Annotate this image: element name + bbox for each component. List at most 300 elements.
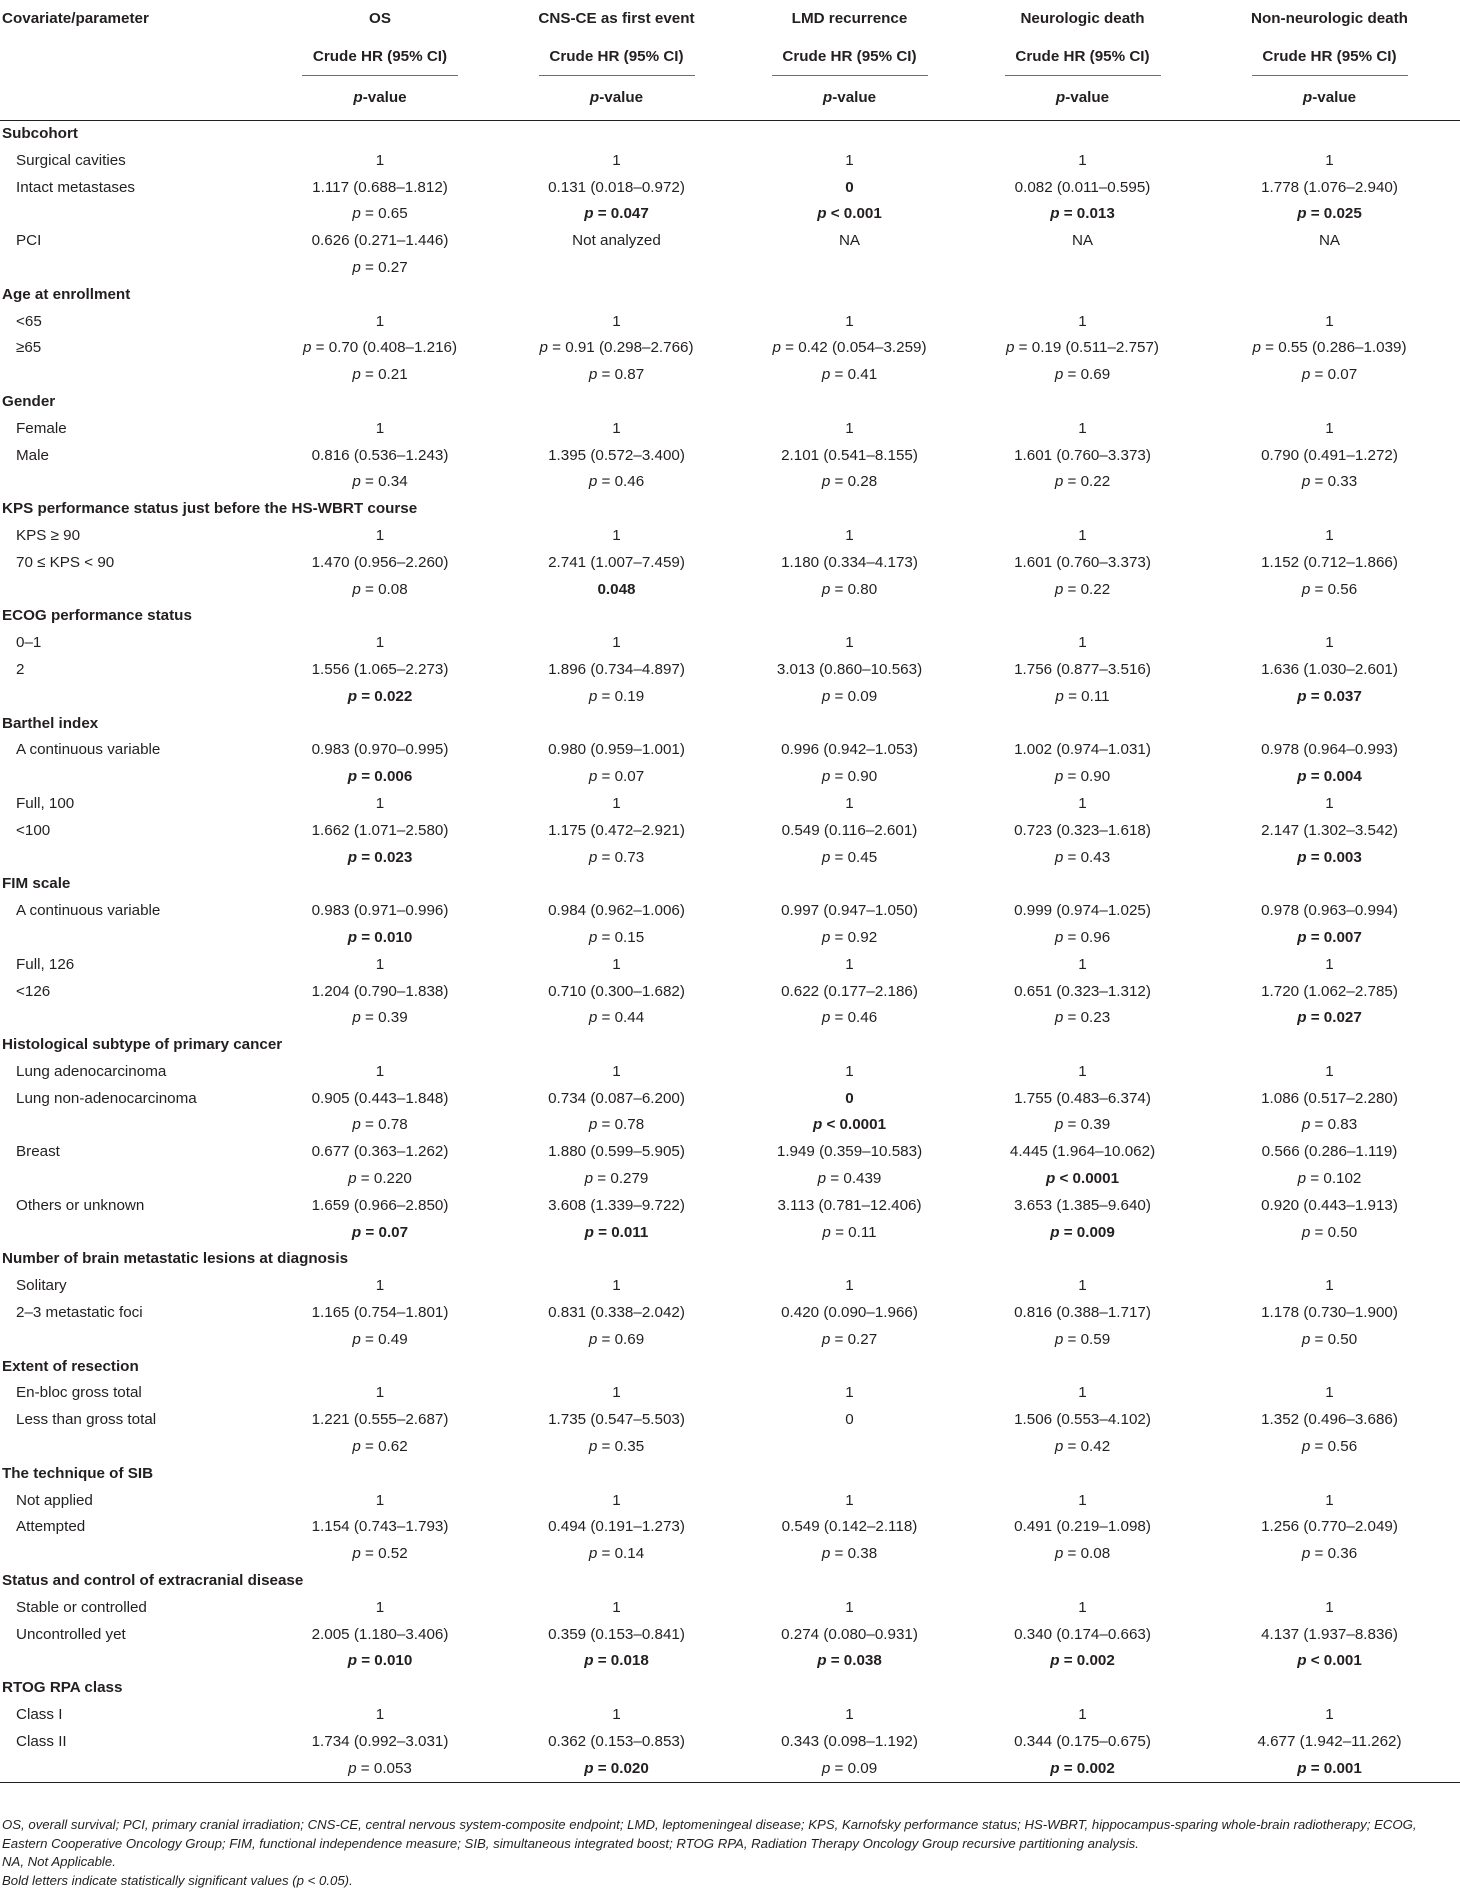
column-header-neurologic-death: Neurologic death bbox=[966, 0, 1199, 38]
bold-footnote: Bold letters indicate statistically significant values (p < 0.05). bbox=[2, 1872, 1458, 1890]
cell-value: 0.626 (0.271–1.446) bbox=[312, 232, 449, 249]
table-footnotes bbox=[2, 1816, 1458, 1890]
table-cell bbox=[966, 416, 1199, 443]
table-cell bbox=[260, 550, 500, 577]
row-label bbox=[0, 1434, 260, 1461]
cell-value: p = 0.35 bbox=[589, 1438, 644, 1455]
cell-value: p = 0.15 bbox=[589, 929, 644, 946]
row-label bbox=[0, 1112, 260, 1139]
table-row bbox=[0, 255, 1460, 282]
cell-value: 1 bbox=[845, 634, 853, 651]
hr-subheader: Crude HR (95% CI) bbox=[302, 39, 458, 76]
section-row bbox=[0, 871, 1460, 898]
table-cell bbox=[260, 1059, 500, 1086]
cell-value: 1 bbox=[376, 1706, 384, 1723]
pvalue-subheader: p-value bbox=[539, 80, 695, 116]
cell-value: 0.984 (0.962–1.006) bbox=[548, 902, 685, 919]
table-cell bbox=[733, 255, 966, 282]
cell-value: 1.896 (0.734–4.897) bbox=[548, 661, 685, 678]
table-cell bbox=[260, 1273, 500, 1300]
cell-value: p = 0.07 bbox=[589, 768, 644, 785]
cell-value: 0.983 (0.970–0.995) bbox=[312, 741, 449, 758]
table-cell bbox=[500, 818, 733, 845]
table-row bbox=[0, 1622, 1460, 1649]
table-cell bbox=[733, 523, 966, 550]
cell-value: 1.755 (0.483–6.374) bbox=[1014, 1090, 1151, 1107]
section-row bbox=[0, 1246, 1460, 1273]
table-cell bbox=[1199, 335, 1460, 362]
table-cell bbox=[733, 845, 966, 872]
cell-value: p = 0.33 bbox=[1302, 473, 1357, 490]
row-label: Class II bbox=[0, 1729, 260, 1756]
row-label: Class I bbox=[0, 1702, 260, 1729]
cell-value: p = 0.87 bbox=[589, 366, 644, 383]
table-cell bbox=[260, 1729, 500, 1756]
table-cell bbox=[1199, 1729, 1460, 1756]
section-row bbox=[0, 1675, 1460, 1702]
cell-value: 1 bbox=[376, 527, 384, 544]
cell-value: 0.340 (0.174–0.663) bbox=[1014, 1626, 1151, 1643]
table-cell bbox=[1199, 309, 1460, 336]
cell-value: 1 bbox=[612, 1063, 620, 1080]
table-cell bbox=[966, 657, 1199, 684]
table-cell bbox=[260, 1327, 500, 1354]
table-row bbox=[0, 764, 1460, 791]
table-cell bbox=[733, 1488, 966, 1515]
cell-value: 1 bbox=[376, 1492, 384, 1509]
table-cell bbox=[966, 1273, 1199, 1300]
table-cell bbox=[966, 791, 1199, 818]
table-cell bbox=[500, 1273, 733, 1300]
table-cell bbox=[1199, 845, 1460, 872]
hr-subheader-row bbox=[0, 38, 1460, 76]
cell-value: p = 0.037 bbox=[1297, 688, 1362, 705]
table-cell bbox=[500, 898, 733, 925]
cell-value: 0.983 (0.971–0.996) bbox=[312, 902, 449, 919]
table-row bbox=[0, 1193, 1460, 1220]
table-cell bbox=[260, 1166, 500, 1193]
table-cell bbox=[966, 469, 1199, 496]
cell-value: 2.101 (0.541–8.155) bbox=[781, 447, 918, 464]
table-cell bbox=[260, 1005, 500, 1032]
cell-value: p = 0.39 bbox=[1055, 1116, 1110, 1133]
table-cell bbox=[500, 1005, 733, 1032]
table-cell bbox=[500, 1407, 733, 1434]
cell-value: p = 0.42 (0.054–3.259) bbox=[772, 339, 926, 356]
section-label: RTOG RPA class bbox=[0, 1675, 1460, 1702]
cell-value: 1.636 (1.030–2.601) bbox=[1261, 661, 1398, 678]
table-cell bbox=[733, 577, 966, 604]
cell-value: 4.137 (1.937–8.836) bbox=[1261, 1626, 1398, 1643]
table-cell bbox=[966, 818, 1199, 845]
table-cell bbox=[966, 1300, 1199, 1327]
table-row bbox=[0, 952, 1460, 979]
table-cell bbox=[966, 764, 1199, 791]
table-cell bbox=[1199, 791, 1460, 818]
table-cell bbox=[966, 925, 1199, 952]
cell-value: 1 bbox=[1325, 420, 1333, 437]
table-cell bbox=[500, 175, 733, 202]
table-cell bbox=[733, 1273, 966, 1300]
cell-value: 0.920 (0.443–1.913) bbox=[1261, 1197, 1398, 1214]
table-cell bbox=[733, 737, 966, 764]
cell-value: 0.622 (0.177–2.186) bbox=[781, 983, 918, 1000]
table-cell bbox=[966, 1648, 1199, 1675]
table-row bbox=[0, 228, 1460, 255]
row-label: Full, 126 bbox=[0, 952, 260, 979]
table-row bbox=[0, 1729, 1460, 1756]
table-cell bbox=[1199, 1648, 1460, 1675]
table-cell bbox=[966, 684, 1199, 711]
section-label: KPS performance status just before the HS-WBRT course bbox=[0, 496, 1460, 523]
cell-value: 1 bbox=[612, 956, 620, 973]
table-cell bbox=[260, 443, 500, 470]
cell-value: p = 0.011 bbox=[585, 1224, 649, 1241]
table-cell bbox=[260, 416, 500, 443]
cell-value: 1.221 (0.555–2.687) bbox=[312, 1411, 449, 1428]
cell-value: 1.180 (0.334–4.173) bbox=[781, 554, 918, 571]
table-cell bbox=[260, 148, 500, 175]
table-row bbox=[0, 1112, 1460, 1139]
cell-value: p = 0.73 bbox=[589, 849, 644, 866]
row-label: Lung non-adenocarcinoma bbox=[0, 1086, 260, 1113]
table-cell bbox=[1199, 1380, 1460, 1407]
cell-value: p = 0.69 bbox=[589, 1331, 644, 1348]
cell-value: p = 0.78 bbox=[352, 1116, 407, 1133]
table-row bbox=[0, 845, 1460, 872]
cell-value: p = 0.19 (0.511–2.757) bbox=[1006, 339, 1159, 356]
cell-value: 1 bbox=[1078, 634, 1086, 651]
table-cell bbox=[500, 1139, 733, 1166]
table-cell bbox=[500, 1702, 733, 1729]
table-cell bbox=[500, 684, 733, 711]
cell-value: 3.013 (0.860–10.563) bbox=[777, 661, 922, 678]
table-cell bbox=[500, 550, 733, 577]
cell-value: p = 0.28 bbox=[822, 473, 877, 490]
cell-value: p = 0.010 bbox=[348, 1652, 413, 1669]
table-cell bbox=[966, 335, 1199, 362]
cell-value: 1 bbox=[1325, 152, 1333, 169]
cell-value: 1 bbox=[612, 1492, 620, 1509]
cell-value: 1 bbox=[612, 527, 620, 544]
table-row bbox=[0, 1059, 1460, 1086]
cell-value: 4.445 (1.964–10.062) bbox=[1010, 1143, 1155, 1160]
table-cell bbox=[733, 818, 966, 845]
table-cell bbox=[1199, 416, 1460, 443]
cell-value: p = 0.013 bbox=[1050, 205, 1115, 222]
column-header-non-neurologic-death: Non-neurologic death bbox=[1199, 0, 1460, 38]
table-cell bbox=[260, 1514, 500, 1541]
cell-value: 1 bbox=[845, 527, 853, 544]
cell-value: p = 0.90 bbox=[822, 768, 877, 785]
cell-value: 2.005 (1.180–3.406) bbox=[312, 1626, 449, 1643]
cell-value: p = 0.027 bbox=[1297, 1009, 1362, 1026]
pvalue-subheader: p-value bbox=[302, 80, 458, 116]
cell-value: 1 bbox=[845, 1492, 853, 1509]
table-row bbox=[0, 1086, 1460, 1113]
cell-value: p = 0.34 bbox=[352, 473, 407, 490]
row-label bbox=[0, 201, 260, 228]
cell-value: 1 bbox=[845, 1063, 853, 1080]
cell-value: 1 bbox=[1325, 1599, 1333, 1616]
table-cell bbox=[733, 1407, 966, 1434]
table-cell bbox=[500, 630, 733, 657]
cell-value: 1 bbox=[376, 420, 384, 437]
section-label: The technique of SIB bbox=[0, 1461, 1460, 1488]
table-cell bbox=[500, 1166, 733, 1193]
cell-value: 1.756 (0.877–3.516) bbox=[1014, 661, 1151, 678]
cell-value: p = 0.90 bbox=[1055, 768, 1110, 785]
cell-value: 1 bbox=[845, 956, 853, 973]
na-footnote: NA, Not Applicable. bbox=[2, 1853, 1458, 1872]
table-cell bbox=[260, 1380, 500, 1407]
cell-value: p = 0.70 (0.408–1.216) bbox=[303, 339, 457, 356]
cell-value: p = 0.14 bbox=[589, 1545, 644, 1562]
table-cell bbox=[1199, 1166, 1460, 1193]
hr-subheader: Crude HR (95% CI) bbox=[772, 39, 928, 76]
cell-value: 3.653 (1.385–9.640) bbox=[1014, 1197, 1151, 1214]
table-cell bbox=[966, 1193, 1199, 1220]
table-cell bbox=[733, 1756, 966, 1783]
row-label: Surgical cavities bbox=[0, 148, 260, 175]
table-cell bbox=[966, 577, 1199, 604]
cell-value: 0.359 (0.153–0.841) bbox=[548, 1626, 685, 1643]
cell-value: 1 bbox=[612, 634, 620, 651]
row-label: 70 ≤ KPS < 90 bbox=[0, 550, 260, 577]
table-cell bbox=[733, 1380, 966, 1407]
cell-value: 1.470 (0.956–2.260) bbox=[312, 554, 449, 571]
cell-value: p < 0.001 bbox=[1297, 1652, 1362, 1669]
cell-value: 0.494 (0.191–1.273) bbox=[548, 1518, 685, 1535]
table-cell bbox=[500, 764, 733, 791]
column-header-lmd: LMD recurrence bbox=[733, 0, 966, 38]
section-row bbox=[0, 1568, 1460, 1595]
table-cell bbox=[966, 898, 1199, 925]
cell-value: p = 0.018 bbox=[584, 1652, 649, 1669]
cell-value: 0.343 (0.098–1.192) bbox=[781, 1733, 918, 1750]
table-cell bbox=[500, 443, 733, 470]
cell-value: p = 0.50 bbox=[1302, 1224, 1357, 1241]
table-cell bbox=[733, 335, 966, 362]
cell-value: p = 0.003 bbox=[1297, 849, 1362, 866]
section-label: Status and control of extracranial disease bbox=[0, 1568, 1460, 1595]
table-cell bbox=[966, 1595, 1199, 1622]
cell-value: 1.949 (0.359–10.583) bbox=[777, 1143, 922, 1160]
pvalue-subheader-row bbox=[0, 76, 1460, 121]
table-cell bbox=[966, 228, 1199, 255]
table-cell bbox=[260, 925, 500, 952]
table-cell bbox=[1199, 201, 1460, 228]
table-cell bbox=[260, 201, 500, 228]
row-label: A continuous variable bbox=[0, 737, 260, 764]
table-cell bbox=[500, 1595, 733, 1622]
table-cell bbox=[500, 335, 733, 362]
table-cell bbox=[1199, 1273, 1460, 1300]
cell-value: 1 bbox=[612, 420, 620, 437]
table-cell bbox=[733, 1220, 966, 1247]
table-row bbox=[0, 1220, 1460, 1247]
table-cell bbox=[260, 952, 500, 979]
row-label bbox=[0, 845, 260, 872]
cell-value: 0.790 (0.491–1.272) bbox=[1261, 447, 1398, 464]
cell-value: 1 bbox=[1078, 1706, 1086, 1723]
cell-value: 1 bbox=[376, 634, 384, 651]
cell-value: 1 bbox=[612, 1384, 620, 1401]
table-cell bbox=[966, 1407, 1199, 1434]
table-cell bbox=[500, 228, 733, 255]
table-row bbox=[0, 1327, 1460, 1354]
table-row bbox=[0, 577, 1460, 604]
table-cell bbox=[733, 1514, 966, 1541]
table-cell bbox=[733, 1300, 966, 1327]
table-cell bbox=[733, 1059, 966, 1086]
cell-value: p = 0.55 (0.286–1.039) bbox=[1252, 339, 1406, 356]
table-row bbox=[0, 1514, 1460, 1541]
table-cell bbox=[733, 1595, 966, 1622]
cell-value: p = 0.220 bbox=[348, 1170, 412, 1187]
table-cell bbox=[500, 952, 733, 979]
table-cell bbox=[260, 255, 500, 282]
row-label: <65 bbox=[0, 309, 260, 336]
cell-value: 1.778 (1.076–2.940) bbox=[1261, 179, 1398, 196]
table-cell bbox=[1199, 684, 1460, 711]
cell-value: 1.734 (0.992–3.031) bbox=[312, 1733, 449, 1750]
row-label bbox=[0, 1005, 260, 1032]
row-label: <126 bbox=[0, 979, 260, 1006]
table-row bbox=[0, 148, 1460, 175]
table-cell bbox=[966, 1327, 1199, 1354]
row-label bbox=[0, 1648, 260, 1675]
table-row bbox=[0, 1407, 1460, 1434]
table-cell bbox=[500, 1648, 733, 1675]
table-cell bbox=[260, 1300, 500, 1327]
pvalue-subheader: p-value bbox=[1005, 80, 1161, 116]
cell-value: 1.352 (0.496–3.686) bbox=[1261, 1411, 1398, 1428]
table-cell bbox=[966, 1488, 1199, 1515]
table-cell bbox=[260, 791, 500, 818]
table-cell bbox=[966, 737, 1199, 764]
row-label: <100 bbox=[0, 818, 260, 845]
column-header-cns-ce: CNS-CE as first event bbox=[500, 0, 733, 38]
hr-subheader: Crude HR (95% CI) bbox=[1252, 39, 1408, 76]
row-label: Solitary bbox=[0, 1273, 260, 1300]
table-cell bbox=[966, 630, 1199, 657]
table-cell bbox=[733, 791, 966, 818]
cell-value: 1 bbox=[612, 152, 620, 169]
table-cell bbox=[500, 1059, 733, 1086]
cell-value: 1 bbox=[845, 420, 853, 437]
cell-value: 0.677 (0.363–1.262) bbox=[312, 1143, 449, 1160]
cell-value: 0.549 (0.116–2.601) bbox=[782, 822, 918, 839]
cell-value: 1 bbox=[845, 1706, 853, 1723]
cell-value: 1 bbox=[1325, 956, 1333, 973]
cell-value: 1 bbox=[1078, 313, 1086, 330]
table-cell bbox=[1199, 1005, 1460, 1032]
cell-value: 1 bbox=[1078, 795, 1086, 812]
table-cell bbox=[500, 362, 733, 389]
table-cell bbox=[733, 550, 966, 577]
table-cell bbox=[260, 630, 500, 657]
table-cell bbox=[733, 1648, 966, 1675]
cell-value: 2.741 (1.007–7.459) bbox=[548, 554, 685, 571]
cell-value: 0 bbox=[845, 1411, 853, 1428]
cell-value: 1 bbox=[376, 1277, 384, 1294]
table-cell bbox=[1199, 469, 1460, 496]
table-cell bbox=[260, 1112, 500, 1139]
table-cell bbox=[260, 1086, 500, 1113]
table-cell bbox=[733, 469, 966, 496]
cell-value: p = 0.010 bbox=[348, 929, 413, 946]
cell-value: 1.256 (0.770–2.049) bbox=[1261, 1518, 1398, 1535]
cell-value: 0.978 (0.963–0.994) bbox=[1261, 902, 1398, 919]
table-cell bbox=[1199, 952, 1460, 979]
table-cell bbox=[260, 362, 500, 389]
cell-value: 1 bbox=[1325, 313, 1333, 330]
section-row bbox=[0, 121, 1460, 148]
row-label: Not applied bbox=[0, 1488, 260, 1515]
cell-value: 1 bbox=[612, 313, 620, 330]
table-cell bbox=[260, 737, 500, 764]
row-label: 0–1 bbox=[0, 630, 260, 657]
table-cell bbox=[966, 1514, 1199, 1541]
cell-value: 1 bbox=[1078, 956, 1086, 973]
cell-value: p = 0.102 bbox=[1298, 1170, 1362, 1187]
cell-value: 1 bbox=[1325, 1706, 1333, 1723]
table-row bbox=[0, 1434, 1460, 1461]
table-cell bbox=[966, 1702, 1199, 1729]
table-cell bbox=[733, 630, 966, 657]
section-row bbox=[0, 603, 1460, 630]
table-row bbox=[0, 443, 1460, 470]
cell-value: 1 bbox=[1325, 634, 1333, 651]
row-label: Lung adenocarcinoma bbox=[0, 1059, 260, 1086]
table-cell bbox=[966, 309, 1199, 336]
table-cell bbox=[500, 201, 733, 228]
cell-value: 1.601 (0.760–3.373) bbox=[1014, 447, 1151, 464]
cell-value: Not analyzed bbox=[572, 232, 661, 249]
table-row bbox=[0, 1005, 1460, 1032]
table-cell bbox=[966, 175, 1199, 202]
section-label: Number of brain metastatic lesions at diagnosis bbox=[0, 1246, 1460, 1273]
cell-value: p = 0.09 bbox=[822, 1760, 877, 1777]
table-cell bbox=[1199, 1059, 1460, 1086]
cell-value: 0.999 (0.974–1.025) bbox=[1014, 902, 1151, 919]
table-body bbox=[0, 121, 1460, 1783]
row-label bbox=[0, 684, 260, 711]
table-cell bbox=[260, 1541, 500, 1568]
cell-value: NA bbox=[839, 232, 860, 249]
hr-subheader: Crude HR (95% CI) bbox=[539, 39, 695, 76]
table-row bbox=[0, 630, 1460, 657]
table-cell bbox=[260, 577, 500, 604]
table-cell bbox=[1199, 925, 1460, 952]
table-cell bbox=[260, 684, 500, 711]
table-cell bbox=[966, 952, 1199, 979]
cell-value: p = 0.83 bbox=[1302, 1116, 1357, 1133]
table-cell bbox=[260, 1622, 500, 1649]
table-cell bbox=[500, 1193, 733, 1220]
table-row bbox=[0, 1702, 1460, 1729]
cell-value: p < 0.0001 bbox=[1046, 1170, 1119, 1187]
row-label bbox=[0, 925, 260, 952]
table-cell bbox=[733, 148, 966, 175]
section-label: Barthel index bbox=[0, 711, 1460, 738]
cell-value: 1 bbox=[376, 1384, 384, 1401]
cell-value: 1 bbox=[612, 1277, 620, 1294]
table-cell bbox=[733, 1622, 966, 1649]
table-cell bbox=[260, 1756, 500, 1783]
table-cell bbox=[1199, 523, 1460, 550]
